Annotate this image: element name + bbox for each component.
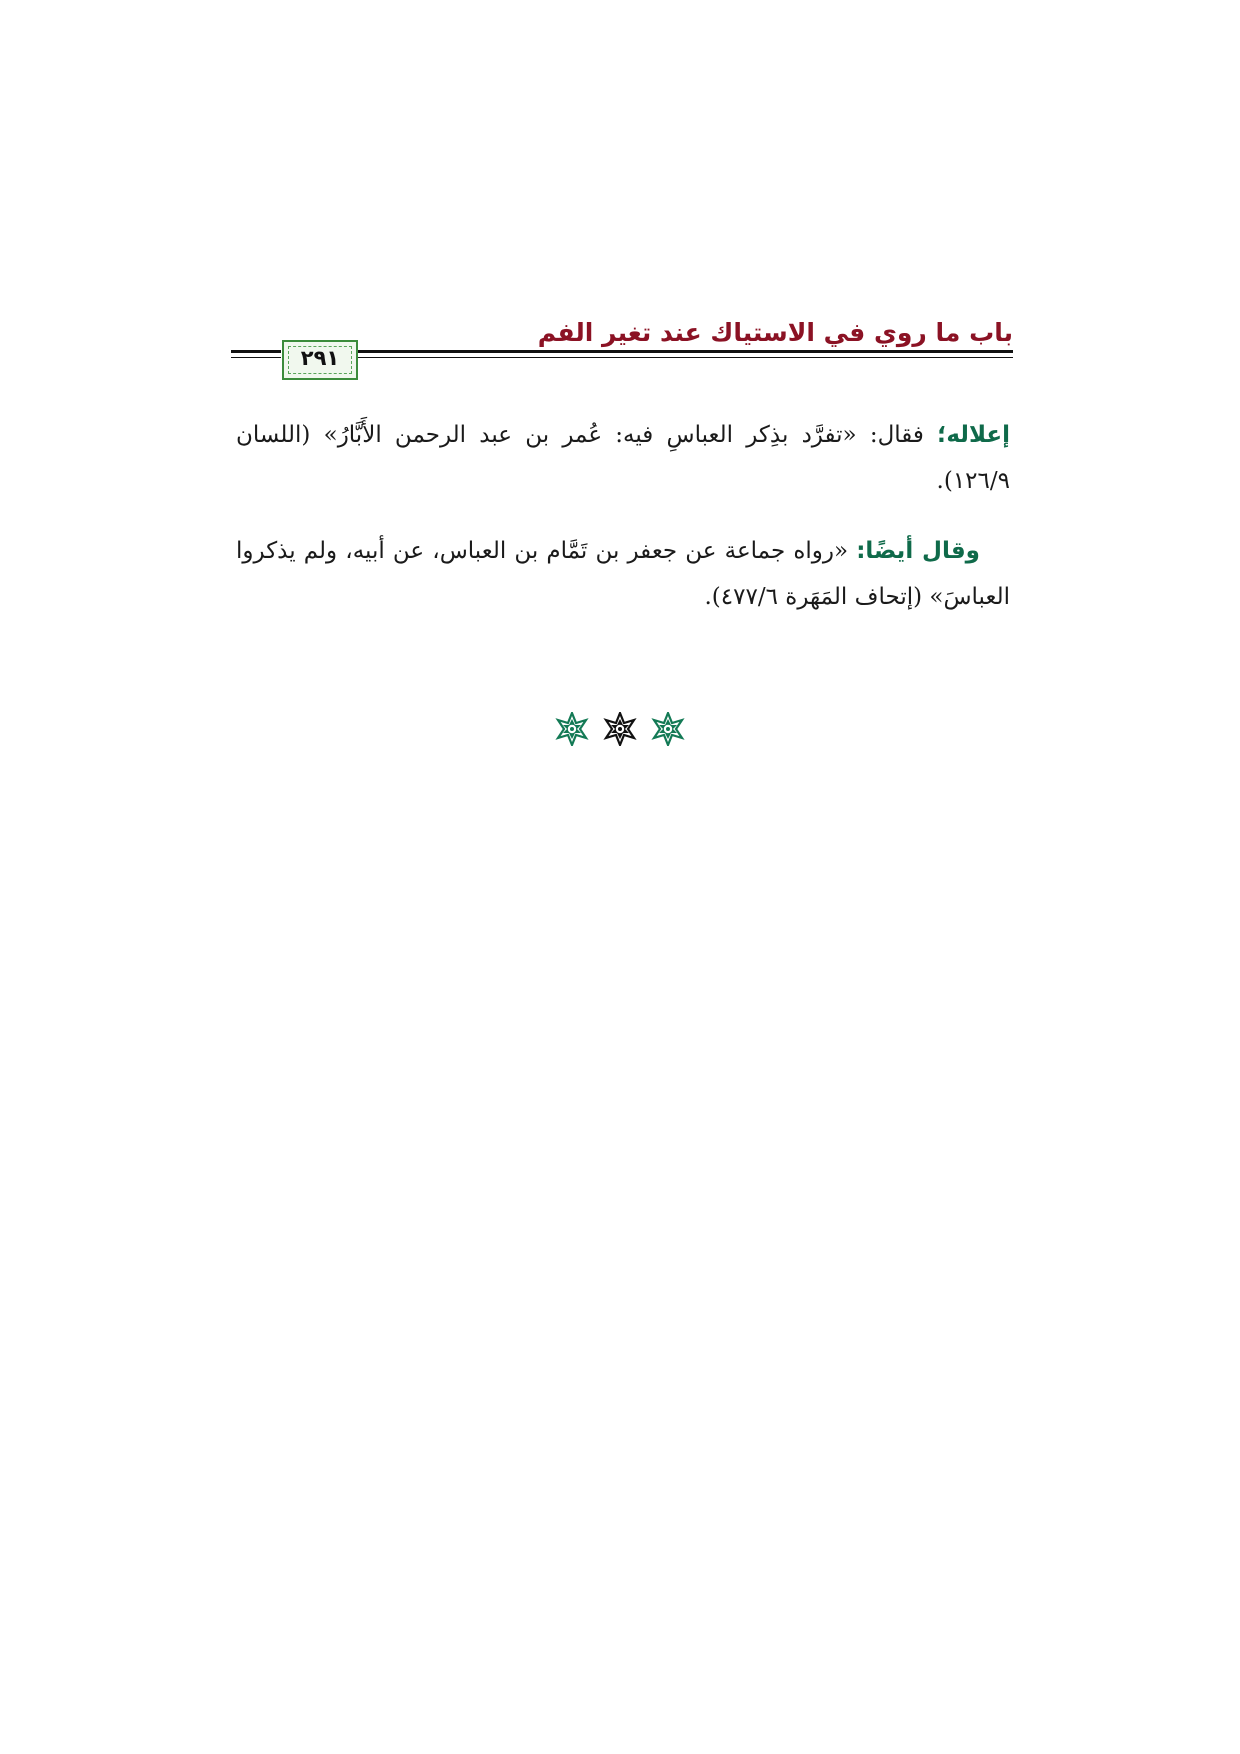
paragraph-2 — [236, 528, 1010, 620]
paragraph-1-term: إعلاله؛ — [937, 422, 1010, 448]
header-rule-left-bottom — [231, 357, 281, 358]
chapter-title: باب ما روي في الاستياك عند تغير الفم — [537, 318, 1013, 347]
ornament-shape — [606, 713, 634, 745]
paragraph-2-text: «رواه جماعة عن جعفر بن تَمَّام بن العباس، عن أبيه، ولم يذكروا العباسَ» (إتحاف المَهَرة ٤٧٧/٦). — [236, 538, 1010, 610]
star-flower-icon — [555, 712, 589, 746]
header-rule-right-top — [358, 350, 1013, 353]
section-end-ornaments — [0, 712, 1240, 746]
paragraph-1 — [236, 412, 1010, 504]
ornament-shape — [558, 713, 586, 745]
header-rule-left-top — [231, 350, 281, 353]
page-number: ٢٩١ — [300, 346, 340, 370]
paragraph-2-term: وقال أيضًا: — [856, 538, 980, 564]
paragraph-1-text: فقال: «تفرَّد بذِكر العباسِ فيه: عُمر بن عبد الرحمن الأَبَّارُ» (اللسان ١٢٦/٩). — [236, 422, 1010, 494]
star-flower-icon — [603, 712, 637, 746]
page-header — [221, 312, 1013, 382]
page-number-frame — [282, 340, 358, 380]
ornament-shape — [654, 713, 682, 745]
header-rule-right-bottom — [358, 357, 1013, 358]
star-flower-icon — [651, 712, 685, 746]
